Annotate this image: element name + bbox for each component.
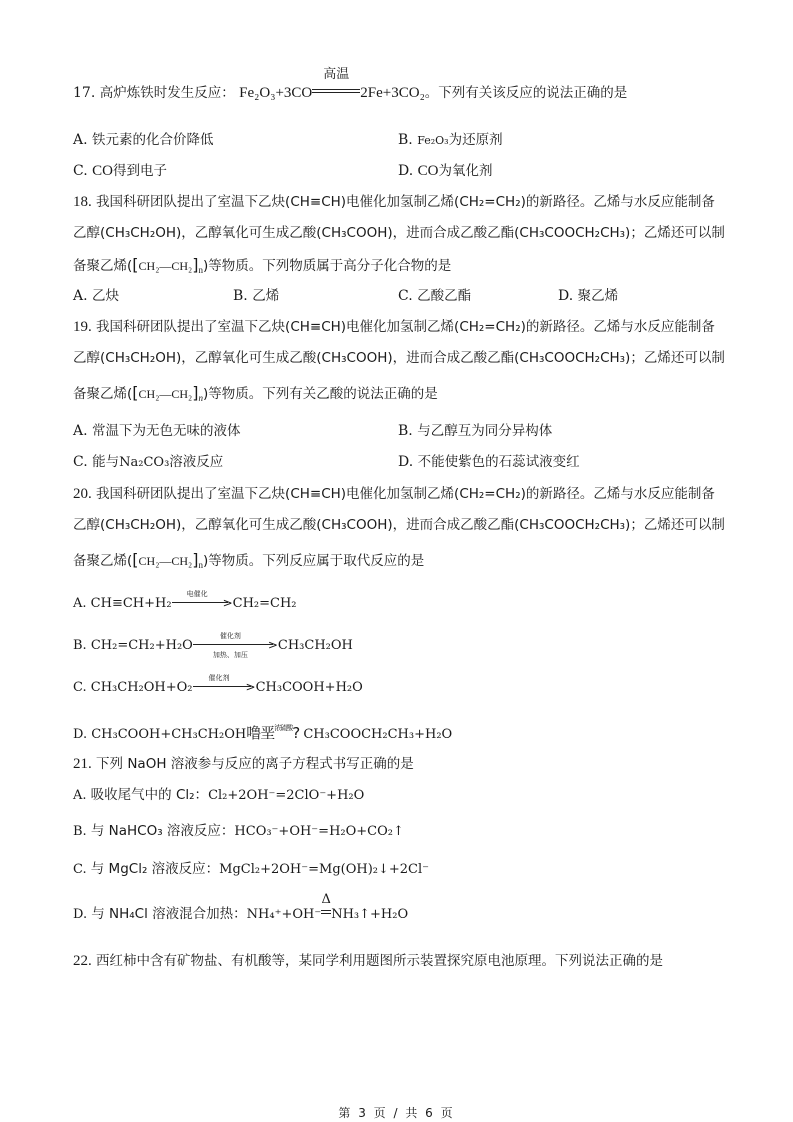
q17-stem: 17. 高炉炼铁时发生反应： Fe₂O₃+3CO 高温 2Fe+3CO₂。下列有关该反应的说法正确的是 [73,67,628,101]
q19-option-d[interactable]: D. 不能使紫色的石蕊试液变红 [398,454,580,470]
heat-condition: Δ [321,906,331,924]
reaction-arrow: 电催化 > [172,594,233,613]
q21-option-c[interactable]: C. 与 MgCl₂ 溶液反应：MgCl₂+2OH⁻=Mg(OH)₂↓+2Cl⁻ [73,861,430,877]
q19-stem-line3: 备聚乙烯$([CH_2—CH_2]_n)$等物质。下列有关乙酸的说法正确的是 [73,383,438,403]
q20-stem-line2: 乙醇(CH₃CH₂OH)，乙醇氧化可生成乙酸(CH₃COOH)，进而合成乙酸乙酯(CH₃COOCH₂CH₃)；乙烯还可以制 [73,517,725,533]
q19-option-b[interactable]: B. 与乙醇互为同分异构体 [398,423,553,439]
q20-option-c[interactable]: C. CH₃CH₂OH+O₂ 催化剂 >CH₃COOH+H₂O [73,674,363,695]
q18-option-c[interactable]: C. 乙酸乙酯 [398,288,472,304]
page-footer: 第 3 页 / 共 6 页 [338,1106,455,1120]
q18-stem-line1: 18. 我国科研团队提出了室温下乙炔(CH≡CH)电催化加氢制乙烯(CH₂=CH₂)的新路径。乙烯与水反应能制备 [73,194,715,210]
q19-option-a[interactable]: A. 常温下为无色无味的液体 [73,423,241,439]
polyethylene-formula: $[CH_2—CH_2]_n$ [132,550,203,570]
q20-option-a[interactable]: A. CH≡CH+H₂ 电催化 >CH₂=CH₂ [73,590,297,611]
q18-stem-line3: 备聚乙烯$([CH_2—CH_2]_n)$等物质。下列物质属于高分子化合物的是 [73,255,452,275]
reaction-arrow: 催化剂 > [193,678,256,697]
q22-stem: 22. 西红柿中含有矿物盐、有机酸等，某同学利用题图所示装置探究原电池原理。下列说法正确的是 [73,953,664,969]
q19-option-c[interactable]: C. 能与Na₂CO₃溶液反应 [73,454,224,470]
q19-stem-line2: 乙醇(CH₃CH₂OH)，乙醇氧化可生成乙酸(CH₃COOH)，进而合成乙酸乙酯(CH₃COOCH₂CH₃)；乙烯还可以制 [73,350,725,366]
q21-option-b[interactable]: B. 与 NaHCO₃ 溶液反应：HCO₃⁻+OH⁻=H₂O+CO₂↑ [73,823,404,839]
q20-stem-line1: 20. 我国科研团队提出了室温下乙炔(CH≡CH)电催化加氢制乙烯(CH₂=CH₂)的新路径。乙烯与水反应能制备 [73,486,715,502]
q19-stem-line1: 19. 我国科研团队提出了室温下乙炔(CH≡CH)电催化加氢制乙烯(CH₂=CH₂)的新路径。乙烯与水反应能制备 [73,319,715,335]
question-number: 17. [73,85,96,101]
q17-option-c[interactable]: C. CO得到电子 [73,163,167,179]
reaction-condition: 高温 [312,84,360,102]
q17-option-d[interactable]: D. CO为氧化剂 [398,163,493,179]
q21-option-d[interactable]: D. 与 NH₄Cl 溶液混合加热：NH₄⁺+OH⁻ Δ NH₃↑+H₂O [73,892,409,922]
q18-option-a[interactable]: A. 乙炔 [73,288,120,304]
polyethylene-formula: $[CH_2—CH_2]_n$ [132,383,203,403]
reaction-arrow: 催化剂 > 加热、加压 [193,636,278,655]
q21-option-a[interactable]: A. 吸收尾气中的 Cl₂：Cl₂+2OH⁻=2ClO⁻+H₂O [73,787,365,803]
q20-stem-line3: 备聚乙烯$([CH_2—CH_2]_n)$等物质。下列反应属于取代反应的是 [73,550,425,570]
q18-option-d[interactable]: D. 聚乙烯 [558,288,619,304]
q20-option-d[interactable]: D. CH₃COOH+CH₃CH₂OH噜垩$^{浓硫酸}$? CH₃COOCH₂CH₃+H₂O [73,724,453,742]
q18-option-b[interactable]: B. 乙烯 [233,288,280,304]
q20-option-b[interactable]: B. CH₂=CH₂+H₂O 催化剂 > 加热、加压 CH₃CH₂OH [73,632,353,659]
q18-stem-line2: 乙醇(CH₃CH₂OH)，乙醇氧化可生成乙酸(CH₃COOH)，进而合成乙酸乙酯(CH₃COOCH₂CH₃)；乙烯还可以制 [73,225,725,241]
garbled-condition: 噜垩$^{浓硫酸}$? [246,724,300,742]
q17-option-a[interactable]: A. 铁元素的化合价降低 [73,132,214,148]
q21-stem: 21. 下列 NaOH 溶液参与反应的离子方程式书写正确的是 [73,756,414,772]
polyethylene-formula: $[CH_2—CH_2]_n$ [132,255,203,275]
q17-option-b[interactable]: B. Fe₂O₃为还原剂 [398,132,503,148]
equation-right: 2Fe+3CO₂ [360,85,425,101]
equation-left: Fe₂O₃+3CO [239,85,313,101]
